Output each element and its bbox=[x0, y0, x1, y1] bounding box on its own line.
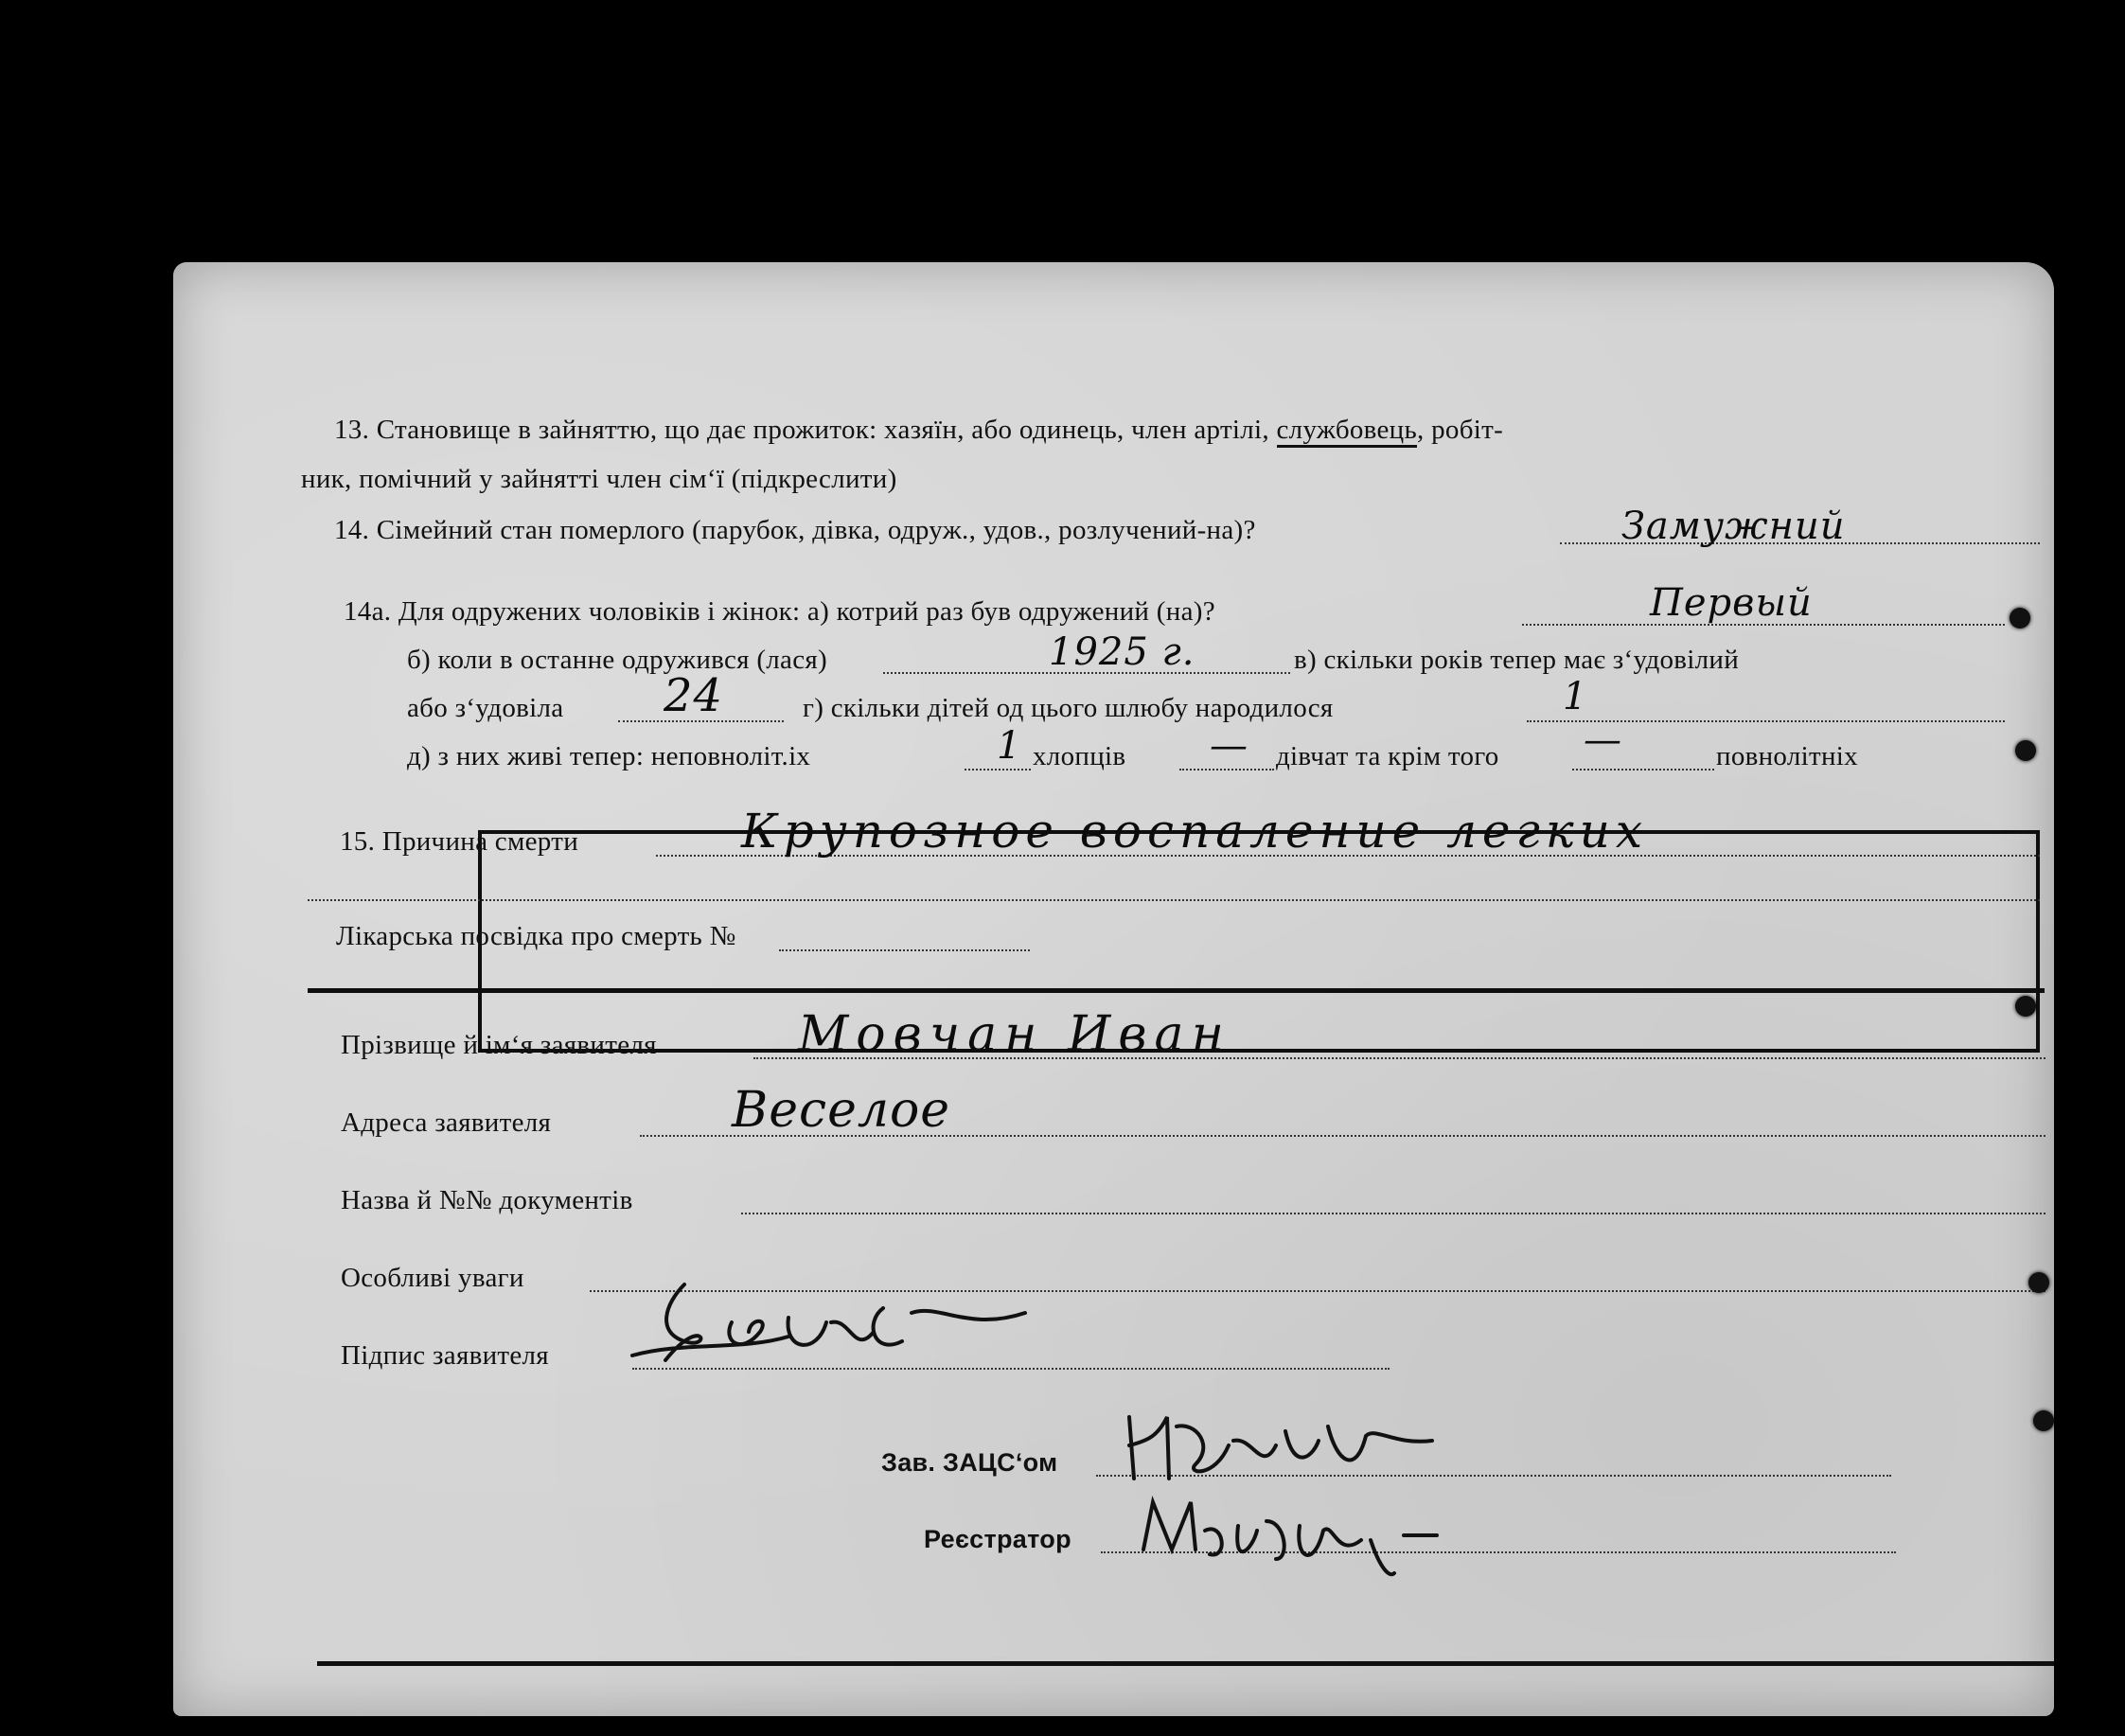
notes-label: Особливі уваги bbox=[341, 1263, 524, 1293]
item14a-label-b: б) коли в останне одружився (лася) bbox=[407, 645, 827, 675]
children-born-handwritten: 1 bbox=[1563, 675, 1588, 718]
item14a-label-widowed: або з‘удовіла bbox=[407, 693, 564, 723]
divider-top bbox=[308, 988, 2045, 993]
item14a-label-girls: дівчат та крім того bbox=[1276, 741, 1499, 771]
item14a-label-v: в) скільки років тепер має з‘удовілий bbox=[1294, 645, 1740, 675]
item14a-label-a: 14а. Для одружених чоловіків і жінок: а) котрий раз був одружений (на)? bbox=[344, 596, 1215, 627]
cause-of-death-handwritten: Крупозное воспаление легких bbox=[741, 804, 1649, 859]
punch-hole bbox=[2010, 608, 2030, 629]
head-label: Зав. ЗАЦС‘ом bbox=[881, 1448, 1058, 1477]
marriage-year-handwritten: 1925 г. bbox=[1049, 630, 1195, 674]
living-girls-handwritten: — bbox=[1210, 724, 1248, 768]
documents-dotted bbox=[741, 1213, 2045, 1214]
punch-hole bbox=[2028, 1272, 2049, 1293]
item14a-d2-dotted bbox=[1179, 769, 1274, 771]
applicant-signature bbox=[628, 1266, 1035, 1379]
item13-text: 13. Становище в зайняттю, що дає прожиток: хазяїн, або одинець, член артілі, bbox=[334, 415, 1277, 445]
item14a-d1-dotted bbox=[965, 769, 1031, 771]
item14a-d3-dotted bbox=[1572, 769, 1714, 771]
applicant-address-handwritten: Веселое bbox=[732, 1082, 951, 1139]
item14a-label-boys: хлопців bbox=[1033, 741, 1126, 771]
adults-handwritten: — bbox=[1584, 718, 1622, 762]
item13-line2: ник, помічний у зайнятті член сім‘ї (підкреслити) bbox=[301, 464, 897, 494]
certificate-dotted bbox=[779, 949, 1030, 951]
head-signature bbox=[1110, 1389, 1451, 1493]
applicant-address-label: Адреса заявителя bbox=[341, 1107, 552, 1138]
item15-label: 15. Причина смерти bbox=[340, 826, 579, 857]
item14a-label-d: д) з них живі тепер: неповноліт.іх bbox=[407, 741, 811, 771]
marital-status-handwritten: Замужний bbox=[1621, 505, 1846, 548]
applicant-name-handwritten: Мовчан Иван bbox=[798, 1006, 1231, 1063]
item13-underlined-option: службовець bbox=[1277, 415, 1418, 448]
item14-label: 14. Сімейний стан померлого (парубок, дівка, одруж., удов., розлучений-на)? bbox=[334, 515, 1256, 545]
punch-hole bbox=[2015, 996, 2036, 1017]
widowed-years-handwritten: 24 bbox=[664, 669, 724, 722]
certificate-label: Лікарська посвідка про смерть № bbox=[336, 921, 736, 951]
item13-text-end: , робіт- bbox=[1417, 415, 1504, 445]
applicant-name-label: Прізвище й ім‘я заявителя bbox=[341, 1030, 657, 1060]
documents-label: Назва й №№ документів bbox=[341, 1185, 633, 1215]
punch-hole bbox=[2015, 740, 2036, 761]
living-boys-handwritten: 1 bbox=[997, 724, 1022, 768]
form-sheet bbox=[173, 262, 2054, 1716]
registrar-signature bbox=[1134, 1483, 1446, 1587]
item15-second-dotted bbox=[308, 899, 2040, 901]
divider-bottom bbox=[317, 1661, 2054, 1666]
marriage-count-handwritten: Первый bbox=[1650, 581, 1813, 625]
punch-hole bbox=[2033, 1410, 2054, 1431]
item14a-label-adults: повнолітніх bbox=[1716, 741, 1858, 771]
signature-label: Підпис заявителя bbox=[341, 1340, 549, 1371]
registrar-label: Реєстратор bbox=[924, 1525, 1071, 1553]
item13-line1 bbox=[334, 415, 1503, 446]
item14a-label-g: г) скільки дітей од цього шлюбу народилося bbox=[803, 693, 1334, 723]
